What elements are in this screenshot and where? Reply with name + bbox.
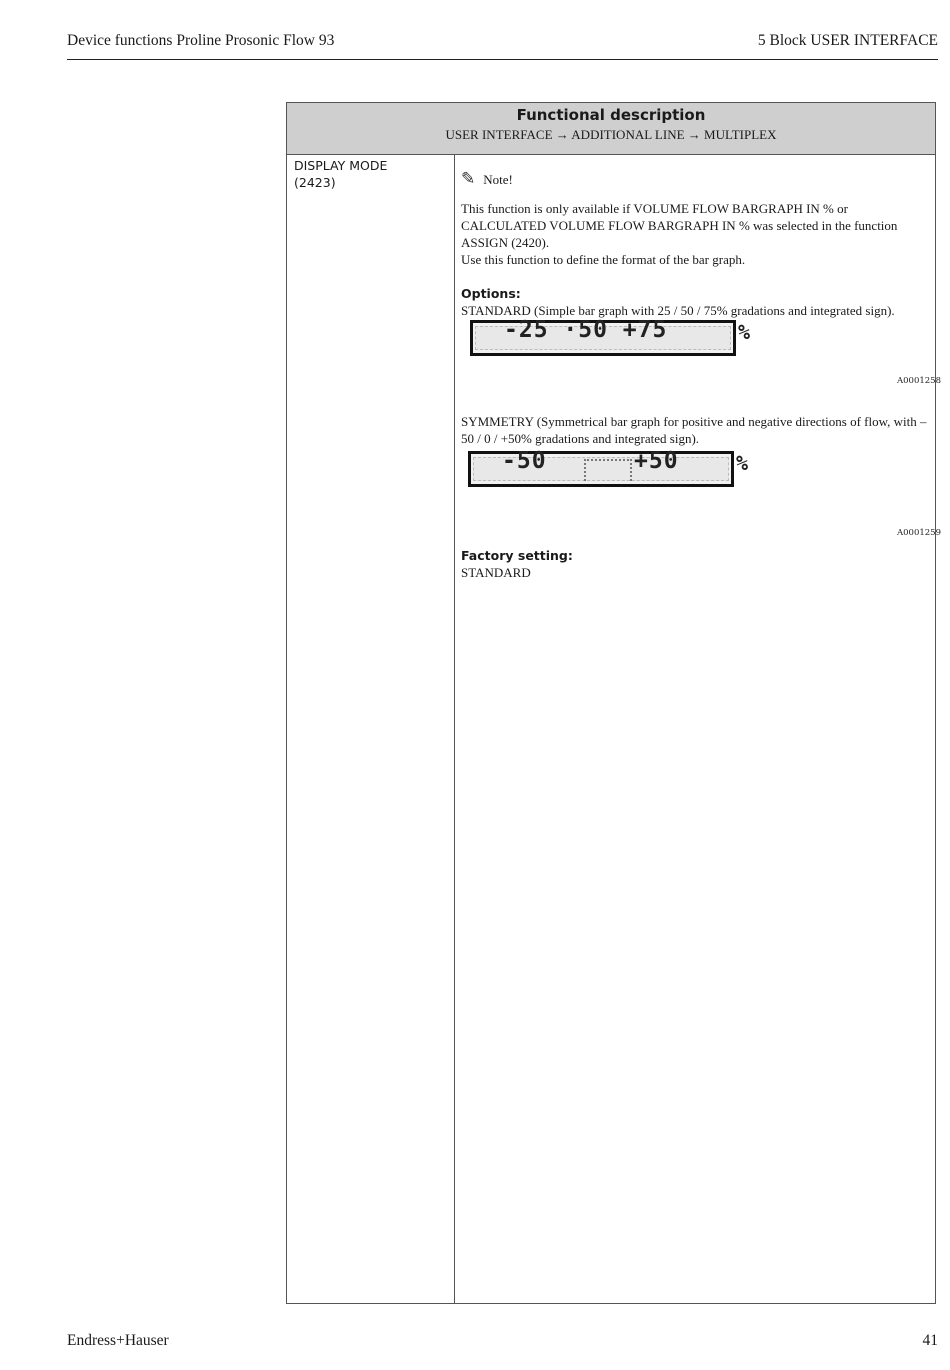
table-title: Functional description [516,106,706,124]
function-name-cell [294,157,449,191]
symmetry-bargraph-figure [468,448,754,487]
note-line [461,170,513,188]
figure-id: A0001258 [897,376,941,386]
lcd-center-zero-mark [584,459,632,481]
table-header [287,103,935,155]
page-number: 41 [922,1332,938,1349]
menu-path: USER INTERFACE → ADDITIONAL LINE → MULTIPLEX [445,127,777,142]
lcd-percent-sign: % [736,451,749,475]
note-text: This function is only available if VOLUME FLOW BARGRAPH IN % or CALCULATED VOLUME FLOW BARGRAPH IN % was selected in the function ASSIGN (2420). [461,201,898,250]
lcd-digits: -25 ·50 +75 [504,317,668,343]
company-name: Endress+Hauser [67,1332,169,1349]
function-name: DISPLAY MODE [294,158,388,173]
page-header [67,30,938,60]
options-label: Options: [461,285,521,301]
figure-id: A0001259 [897,528,941,538]
lcd-digits-left: -50 [502,448,547,474]
option-standard: STANDARD (Simple bar graph with 25 / 50 / 75% gradations and integrated sign). [461,303,895,318]
option-symmetry: SYMMETRY (Symmetrical bar graph for positive and negative directions of flow, with –50 / 0 / +50% gradations and integrated sign). [461,414,927,446]
document-title: Device functions Proline Prosonic Flow 93 [67,32,335,49]
lcd-percent-sign: % [738,320,751,344]
function-table [286,102,941,1304]
function-code: (2423) [294,175,336,190]
standard-bargraph-figure [470,317,756,356]
lcd-digits-right: +50 [634,448,679,474]
intro-text: Use this function to define the format of the bar graph. [461,252,746,267]
factory-setting-label: Factory setting: [461,547,573,563]
factory-setting-value: STANDARD [461,565,531,580]
column-divider [454,154,455,1303]
note-label: Note! [483,172,513,187]
pencil-note-icon: ✎ [461,169,476,188]
section-title: 5 Block USER INTERFACE [757,32,938,49]
